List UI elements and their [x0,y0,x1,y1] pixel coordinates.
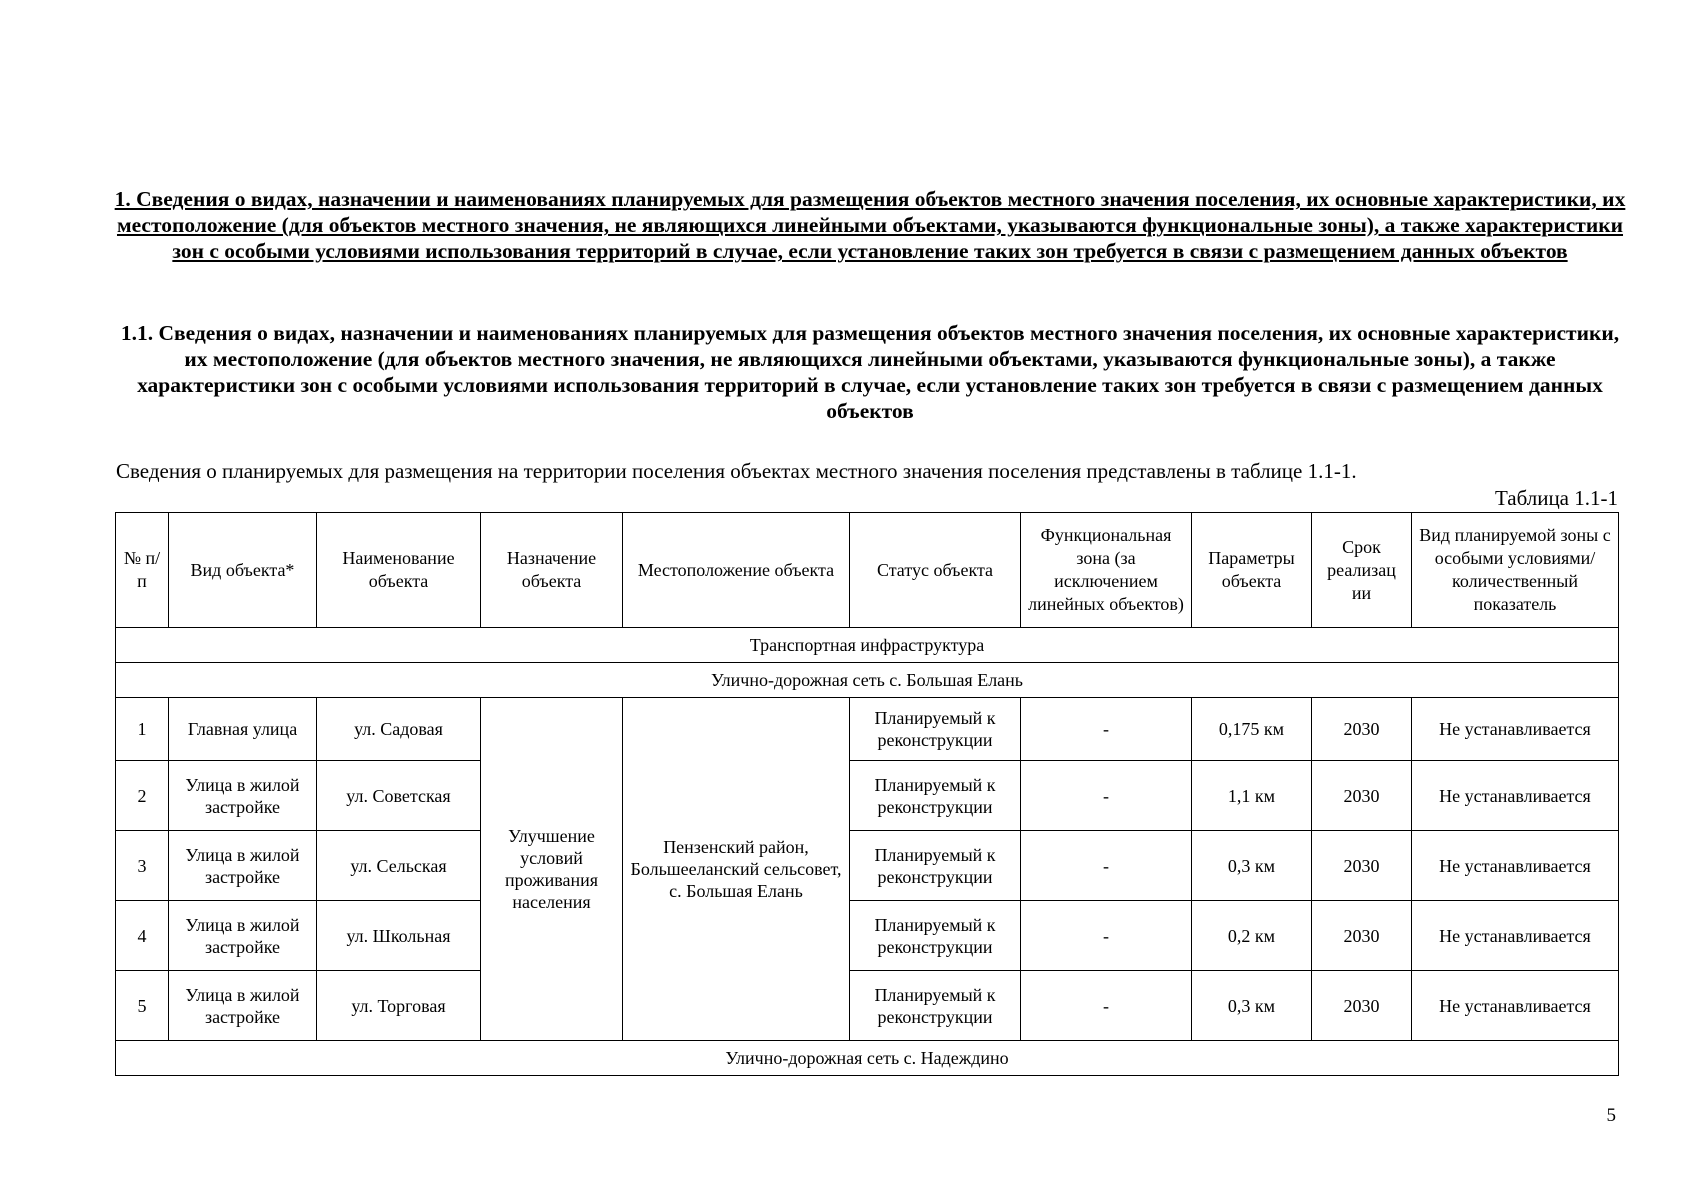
header-special-zone: Вид планируемой зоны с особыми условиями/ количественный показатель [1412,513,1619,628]
table-row [116,901,1619,971]
table-row [116,698,1619,761]
cell-status: Планируемый к реконструкции [850,901,1021,971]
table-row [116,971,1619,1041]
cell-special: Не устанавливается [1412,761,1619,831]
cell-params: 0,2 км [1192,901,1312,971]
cell-num: 4 [116,901,169,971]
cell-purpose: Улучшение условий проживания населения [481,698,623,1041]
header-functional-zone: Функциональная зона (за исключением линейных объектов) [1021,513,1192,628]
cell-name: ул. Садовая [317,698,481,761]
header-num: № п/п [116,513,169,628]
header-params: Параметры объекта [1192,513,1312,628]
table-row [116,831,1619,901]
cell-num: 1 [116,698,169,761]
section-heading: 1. Сведения о видах, назначении и наименованиях планируемых для размещения объектов местного значения поселения, их основные характеристики, их местоположение (для объектов местного значения, не являющихся линейными объектами, указываются функциональные зоны), а также характеристики зон с особыми условиями использования территорий в случае, если установление таких зон требуется в связи с размещением данных объектов [114,187,1626,263]
table-header-row [116,513,1619,628]
cell-params: 0,175 км [1192,698,1312,761]
cell-type: Улица в жилой застройке [169,831,317,901]
cell-status: Планируемый к реконструкции [850,971,1021,1041]
cell-params: 0,3 км [1192,971,1312,1041]
cell-num: 5 [116,971,169,1041]
intro-paragraph: Сведения о планируемых для размещения на территории поселения объектах местного значения поселения представлены в таблице 1.1-1. [116,459,1357,483]
table-row [116,761,1619,831]
cell-zone: - [1021,761,1192,831]
cell-zone: - [1021,971,1192,1041]
cell-type: Главная улица [169,698,317,761]
cell-term: 2030 [1312,831,1412,901]
cell-special: Не устанавливается [1412,831,1619,901]
cell-term: 2030 [1312,698,1412,761]
cell-term: 2030 [1312,901,1412,971]
section-transport: Транспортная инфраструктура [116,628,1619,663]
cell-params: 1,1 км [1192,761,1312,831]
cell-type: Улица в жилой застройке [169,901,317,971]
section-row [116,628,1619,663]
cell-term: 2030 [1312,971,1412,1041]
cell-zone: - [1021,831,1192,901]
cell-params: 0,3 км [1192,831,1312,901]
header-purpose: Назначение объекта [481,513,623,628]
table-caption: Таблица 1.1-1 [1494,486,1618,510]
cell-type: Улица в жилой застройке [169,761,317,831]
cell-term: 2030 [1312,761,1412,831]
cell-name: ул. Советская [317,761,481,831]
cell-special: Не устанавливается [1412,971,1619,1041]
cell-type: Улица в жилой застройке [169,971,317,1041]
section-elan: Улично-дорожная сеть с. Большая Елань [116,663,1619,698]
cell-num: 3 [116,831,169,901]
header-term: Срок реализац ии [1312,513,1412,628]
cell-name: ул. Школьная [317,901,481,971]
cell-name: ул. Торговая [317,971,481,1041]
header-name: Наименование объекта [317,513,481,628]
cell-special: Не устанавливается [1412,698,1619,761]
cell-num: 2 [116,761,169,831]
cell-zone: - [1021,901,1192,971]
cell-status: Планируемый к реконструкции [850,831,1021,901]
cell-name: ул. Сельская [317,831,481,901]
section-nadezhdino: Улично-дорожная сеть с. Надеждино [116,1041,1619,1076]
cell-status: Планируемый к реконструкции [850,698,1021,761]
planned-objects-table [115,512,1619,1076]
cell-zone: - [1021,698,1192,761]
section-row [116,1041,1619,1076]
header-status: Статус объекта [850,513,1021,628]
page-number: 5 [1606,1105,1616,1126]
cell-location: Пензенский район, Большееланский сельсовет, с. Большая Елань [623,698,850,1041]
cell-status: Планируемый к реконструкции [850,761,1021,831]
header-type: Вид объекта* [169,513,317,628]
header-location: Местоположение объекта [623,513,850,628]
section-row [116,663,1619,698]
cell-special: Не устанавливается [1412,901,1619,971]
subsection-heading: 1.1. Сведения о видах, назначении и наименованиях планируемых для размещения объектов местного значения поселения, их основные характеристики, их местоположение (для объектов местного значения, не являющихся линейными объектами, указываются функциональные зоны), а также характеристики зон с особыми условиями использования территорий в случае, если установление таких зон требуется в связи с размещением данных объектов [120,321,1620,423]
